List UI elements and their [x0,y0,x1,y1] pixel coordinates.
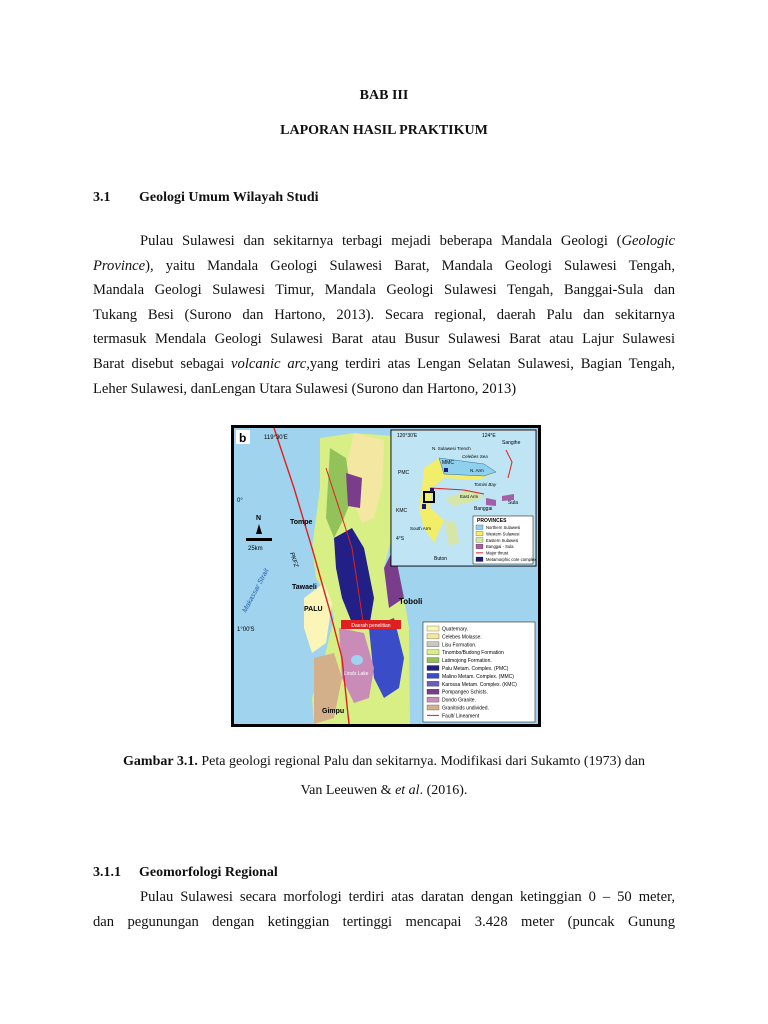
section-heading [93,190,319,206]
scale-label: 25km [248,546,263,552]
geology-legend-label: Latimojong Formation. [442,658,492,665]
inset-mmc: MMC [442,460,454,466]
province-legend-swatch [476,557,483,562]
fault-pkfz: PKFZ [288,551,299,569]
geologic-map-figure [231,425,541,727]
tick-lat-1: 1°00'S [237,627,255,633]
paragraph-line: Pulau Sulawesi secara morfologi terdiri atas daratan dengan ketinggian 0 – 50 meter, [140,889,675,905]
province-legend-swatch [476,531,483,536]
inset-tomini: Tomini Bay [474,482,497,487]
tick-lon: 119°30'E [264,435,288,441]
inset-celebes: Celebes Sea [462,454,488,459]
province-legend-swatch [476,525,483,530]
caption-label: Gambar 3.1. [123,754,198,769]
geologic-map [234,428,538,724]
geology-legend-label: Celebes Molasse. [442,634,482,641]
figure-caption [0,747,768,805]
inset-lon-1: 120°30'E [397,433,418,439]
geology-legend-swatch [427,626,439,631]
geology-legend-label: Lisu Formation. [442,642,477,649]
province-legend-swatch [476,544,483,549]
geology-legend-swatch [427,697,439,702]
chapter-number: BAB III [359,88,409,103]
caption-line-1: Gambar 3.1. Peta geologi regional Palu dan sekitarnya. Modifikasi dari Sukamto (1973) dan [123,754,645,769]
geology-legend-label: Dondo Granite. [442,697,476,704]
panel-label: b [239,431,247,445]
paragraph-line: dan pegunungan dengan ketinggian tertinggi mencapai 3.428 meter (puncak Gunung [93,913,675,930]
inset-lon-2: 124°E [482,433,496,439]
inset-kmc: KMC [396,508,408,514]
place-tompe: Tompe [290,519,313,526]
paragraph-line: Province), yaitu Mandala Geologi Sulawesi Barat, Mandala Geologi Sulawesi Tengah, [93,257,675,274]
caption-line-2: Van Leeuwen & et al. (2016). [300,783,468,798]
geology-legend-label: Karossa Metam. Complex. (KMC) [442,681,517,688]
geology-legend-swatch [427,658,439,663]
geology-legend-label: Malino Metam. Complex. (MMC) [442,673,514,680]
inset-southarm: South Arm [410,526,432,531]
geology-legend-label: Tinombo/Budong Formation [442,650,504,657]
geology-legend-label: Quaternary. [442,626,469,633]
geology-legend-swatch [427,673,439,678]
paragraph-line: Pulau Sulawesi dan sekitarnya terbagi mejadi beberapa Mandala Geologi (Geologic [140,233,675,249]
place-palu: PALU [304,606,323,613]
paragraph-line: Barat disebut sebagai volcanic arc,yang terdiri atas Lengan Selatan Sulawesi, Bagian Tengah, [93,355,675,372]
section-number: 3.1 [93,190,111,205]
province-legend-swatch [476,538,483,543]
province-legend-label: Eastern Sulawesi [486,537,519,543]
province-legend-label: Western Sulawesi [486,531,520,537]
place-lindu: Lindu Lake [344,671,369,677]
geology-legend-swatch [427,666,439,671]
paragraph-line: Tukang Besi (Surono dan Hartono, 2013). Secara regional, daerah Palu dan sekitarnya [93,306,675,323]
inset-sangihe: Sangihe [502,440,521,446]
provinces-title: PROVINCES [477,518,507,524]
paragraph-line: Mandala Geologi Sulawesi Timur, Mandala Geologi Sulawesi Tengah, Banggai-Sula dan [93,282,675,299]
place-gimpu: Gimpu [322,708,345,715]
place-toboli: Toboli [399,597,423,606]
inset-banggai: Banggai [474,506,493,512]
paragraph-geomorfologi [93,885,675,934]
tick-lat-0: 0° [237,498,243,504]
inset-trench: N. Sulawesi Trench [432,446,471,451]
province-legend-label: Metamorphic core complex [486,557,537,562]
inset-pmc: PMC [398,470,410,476]
inset-eastarm: East Arm [460,494,479,499]
section-title: Geologi Umum Wilayah Studi [139,190,319,205]
geology-legend-label: Palu Metam. Complex. (PMC) [442,666,509,672]
inset-buton: Buton [434,556,448,562]
geology-legend-swatch [427,634,439,639]
geology-legend-swatch [427,705,439,710]
geology-legend-swatch [427,689,439,694]
subsection-number: 3.1.1 [93,865,121,880]
inset-narm: N. Arm [470,468,484,473]
paragraph-geologi-umum [93,229,675,401]
geology-legend-label: Fault/ Lineament [442,713,480,720]
province-legend-label: Major thrust [486,550,509,556]
province-legend-label: Northern Sulawesi [486,525,521,530]
geology-legend-swatch [427,642,439,647]
geology-legend [423,622,535,722]
province-legend-label: Banggai - Sula [486,544,514,550]
geology-legend-swatch [427,650,439,655]
inset-sula: Sula [508,500,519,506]
subsection-title: Geomorfologi Regional [139,865,278,880]
place-tawaeli: Tawaeli [292,584,317,591]
paragraph-line: Leher Sulawesi, danLengan Utara Sulawesi (Surono dan Hartono, 2013) [93,380,517,397]
place-makassar: Makassar Strait [241,567,271,614]
geology-legend-label: Pompangeo Schists. [442,689,488,696]
study-area-label: Daerah penelitian [351,623,391,629]
subsection-heading [93,865,278,881]
chapter-title: LAPORAN HASIL PRAKTIKUM [280,123,488,138]
north-label: N [256,515,262,522]
geology-legend-swatch [427,681,439,686]
paragraph-line: termasuk Mendala Geologi Sulawesi Barat atau Busur Sulawesi Barat atau Lajur Sulawesi [93,331,675,348]
inset-lat: 4°S [396,536,405,542]
geology-legend-label: Granitoids undivided. [442,705,489,712]
inset-map [391,430,537,566]
